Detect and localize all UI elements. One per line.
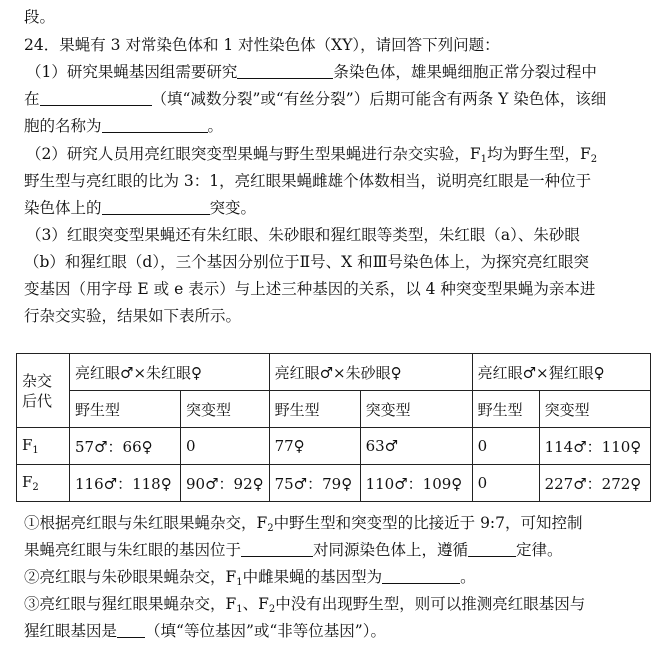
table-cell: 0 [472, 465, 539, 502]
text-line: 行杂交实验，结果如下表所示。 [24, 307, 242, 325]
text-line: （3）红眼突变型果蝇还有朱红眼、朱砂眼和猩红眼等类型，朱红眼（a）、朱砂眼 [26, 226, 580, 244]
table-row [17, 428, 651, 465]
cross-header: 亮红眼♂×猩红眼♀ [472, 354, 650, 391]
cross-header: 亮红眼♂×朱红眼♀ [70, 354, 270, 391]
table-cell: 77♀ [269, 428, 360, 465]
text-line: 果蝇亮红眼与朱红眼的基因位于 对同源染色体上，遵循 定律。 [24, 541, 563, 559]
sub-header: 野生型 [70, 391, 181, 428]
corner-cell: 杂交 后代 [17, 354, 70, 428]
answer-blank[interactable] [102, 199, 210, 215]
text-line: 变基因（用字母 E 或 e 表示）与上述三种基因的关系，以 4 种突变型果蝇为亲本进 [24, 280, 596, 298]
table-row [17, 465, 651, 502]
row-label: $F_1$ [17, 428, 70, 465]
cross-header: 亮红眼♂×朱砂眼♀ [269, 354, 472, 391]
table-cell: 110♂：109♀ [360, 465, 472, 502]
text-line: ②亮红眼与朱砂眼果蝇杂交，$F_1$中雌果蝇的基因型为 。 [24, 568, 476, 588]
text-line: 猩红眼基因是 （填“等位基因”或“非等位基因”）。 [24, 622, 386, 640]
sub-header: 突变型 [360, 391, 472, 428]
answer-blank[interactable] [237, 63, 333, 79]
table-cell: 0 [181, 428, 270, 465]
table-cell: 90♂：92♀ [181, 465, 270, 502]
text-line: （2）研究人员用亮红眼突变型果蝇与野生型果蝇进行杂交实验，$F_1$均为野生型，$F_2$ [26, 145, 598, 165]
answer-blank[interactable] [102, 117, 208, 133]
text-line: 胞的名称为 。 [24, 117, 224, 135]
text-line: ①根据亮红眼与朱红眼果蝇杂交，$F_2$中野生型和突变型的比接近于 9:7，可知控制 [24, 514, 583, 534]
answer-blank[interactable] [40, 90, 152, 106]
text-line: 染色体上的 突变。 [24, 199, 257, 217]
table-cell: 114♂：110♀ [539, 428, 650, 465]
table-cell: 116♂：118♀ [70, 465, 181, 502]
sub-header: 野生型 [269, 391, 360, 428]
text-line: 段。 [24, 8, 56, 26]
sub-header: 突变型 [181, 391, 270, 428]
table-cell: 63♂ [360, 428, 472, 465]
table-cell: 227♂：272♀ [539, 465, 650, 502]
answer-blank[interactable] [241, 541, 313, 557]
question-title: 24．果蝇有 3 对常染色体和 1 对性染色体（XY），请回答下列问题： [24, 36, 500, 54]
table-cell: 57♂：66♀ [70, 428, 181, 465]
results-table [16, 353, 651, 502]
text-line: 在 （填“减数分裂”或“有丝分裂”）后期可能含有两条 Y 染色体，该细 [24, 90, 607, 108]
answer-blank[interactable] [117, 622, 145, 638]
answer-blank[interactable] [382, 568, 460, 584]
text-line: （b）和猩红眼（d），三个基因分别位于Ⅱ号、X 和Ⅲ号染色体上，为探究亮红眼突 [24, 253, 590, 271]
text-line: 野生型与亮红眼的比为 3：1，亮红眼果蝇雌雄个体数相当，说明亮红眼是一种位于 [24, 172, 592, 190]
sub-header: 野生型 [472, 391, 539, 428]
table-cell: 0 [472, 428, 539, 465]
text-line: ③亮红眼与猩红眼果蝇杂交，$F_1$、$F_2$中没有出现野生型，则可以推测亮红眼基因与 [24, 595, 586, 615]
table-cell: 75♂：79♀ [269, 465, 360, 502]
sub-header: 突变型 [539, 391, 650, 428]
row-label: $F_2$ [17, 465, 70, 502]
answer-blank[interactable] [468, 541, 516, 557]
text-line: （1）研究果蝇基因组需要研究 条染色体，雄果蝇细胞正常分裂过程中 [26, 63, 597, 81]
